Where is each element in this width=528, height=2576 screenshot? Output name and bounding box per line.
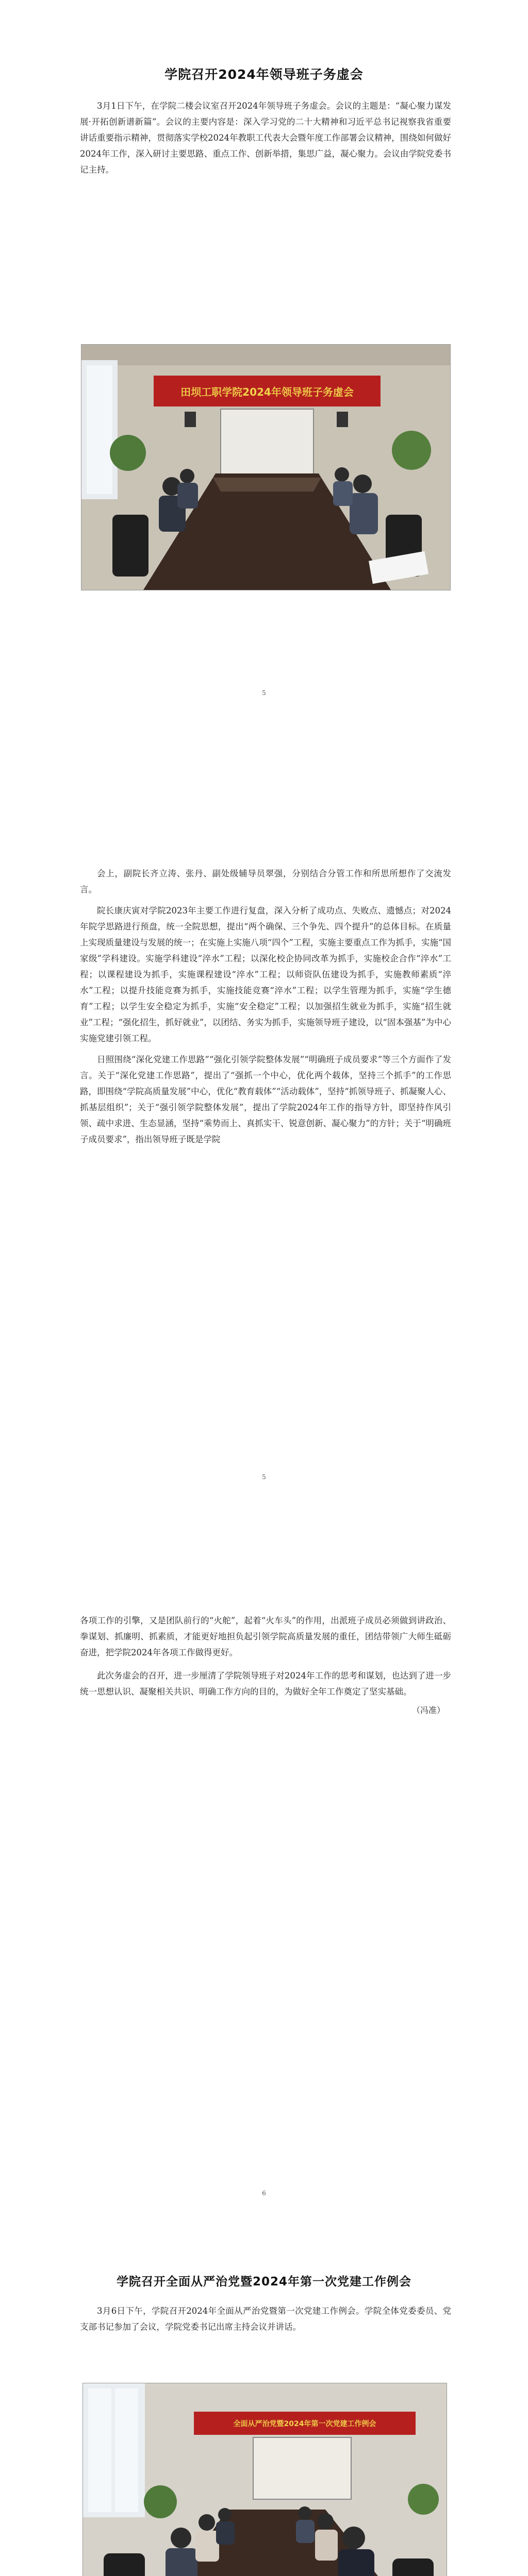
body-paragraph-3: 日照围绕“深化党建工作思路”“强化引领学院整体发展”“明确班子成员要求”等三个方面作了发言。关于“深化党建工作思路”，提出了“强抓一个中心，优化两个载体，坚持三个抓手”的工作思路，即围绕“学院高质量发展”中心，优化“教育载体”“活动载体”，坚持“抓领导班子、抓凝聚人心、抓基层组织”；关于“强引领学院整体发展”，提出了学院2024年工作的指导方针，即坚持作风引领、疏中求进、生态显涵，坚持“乘势而上、真抓实干、锐意创新、凝心聚力”的方针；关于“明确班子成员要求”，指出领导班子既是学院 (80, 1055, 451, 1144)
article-author: （冯准） (411, 1705, 445, 1715)
banner-text-2: 全面从严治党暨2024年第一次党建工作例会 (233, 2419, 376, 2428)
page-number: 6 (262, 2190, 266, 2197)
banner-text: 田坝工职学院2024年领导班子务虚会 (180, 385, 354, 398)
page-number: 5 (262, 689, 266, 697)
article-intro (80, 98, 451, 178)
body-paragraph-4: 各项工作的引擎，又是团队前行的“火舵”，起着“火车头”的作用，出派班子成员必须做到讲政治、拳谋划、抓廉明、抓素质，才能更好地担负起引领学院高质量发展的重任，团结带领广大师生砥砺奋进，把学院2024年各项工作做得更好。 (80, 1616, 451, 1657)
intro-paragraph: 3月1日下午，在学院二楼会议室召开2024年领导班子务虚会。会议的主题是：“凝心聚力谋发展·开拓创新谱新篇”。会议的主要内容是：深入学习党的二十大精神和习近平总书记视察我省重要讲话重要指示精神，贯彻落实学校2024年教职工代表大会暨年度工作部署会议精神，围绕如何做好2024年工作，深入研讨主要思路、重点工作、创新举措，集思广益，凝心聚力。会议由学院党委书记主持。 (80, 101, 451, 175)
article-title-party-meeting: 学院召开全面从严治党暨2024年第一次党建工作例会 (116, 2275, 411, 2289)
body-paragraph-1: 会上，副院长齐立涛、张丹、副处级辅导员翠强，分别结合分管工作和所思所想作了交流发言。 (80, 869, 451, 894)
meeting-photo-retreat (81, 344, 451, 590)
body-paragraph-5: 此次务虚会的召开，进一步厘清了学院领导班子对2024年工作的思考和谋划，也达到了进一步统一思想认识、凝聚相关共识、明确工作方向的目的，为做好全年工作奠定了坚实基础。 (80, 1671, 451, 1697)
article2-intro-paragraph: 3月6日下午，学院召开2024年全面从严治党暨第一次党建工作例会。学院全体党委委员、党支部书记参加了会议，学院党委书记出席主持会议并讲话。 (80, 2306, 451, 2332)
meeting-photo-party (82, 2383, 447, 2576)
article-title-leadership-retreat: 学院召开2024年领导班子务虚会 (164, 67, 364, 82)
article-body-part1 (80, 866, 451, 1147)
body-paragraph-2: 院长康庆寅对学院2023年主要工作进行复盘，深入分析了成功点、失败点、遗憾点；对2024年院学思路进行预盘，统一全院思想，提出“两个确保、三个争先、四个提升”的总体目标。在质量上实现质量建设与发展的统一；在实施上实施八项“四个”工程，实施主要重点工作为抓手，实施“国家级”学科建设。实施学科建设“淬水”工程；以深化校企协同改革为抓手，实施校企合作“淬水”工程；以课程建设为抓手，实施课程建设“淬水”工程；以师资队伍建设为抓手，实施教师素质“淬水”工程；以提升技能竞赛为抓手，实施技能竞赛“淬水”工程；以学生管理为抓手，实施“学生德育”工程；以学生安全稳定为抓手，实施“安全稳定”工程；以加强招生就业为抓手，实施“招生就业”工程；“强化招生，抓好就业”，以团结、务实为抓手，实施领导班子建设，以“固本强基”为中心实施党建引领工程。 (80, 906, 451, 1043)
page-number: 5 (262, 1473, 266, 1481)
article2-intro (80, 2303, 451, 2335)
article-body-part2 (80, 1613, 451, 1716)
